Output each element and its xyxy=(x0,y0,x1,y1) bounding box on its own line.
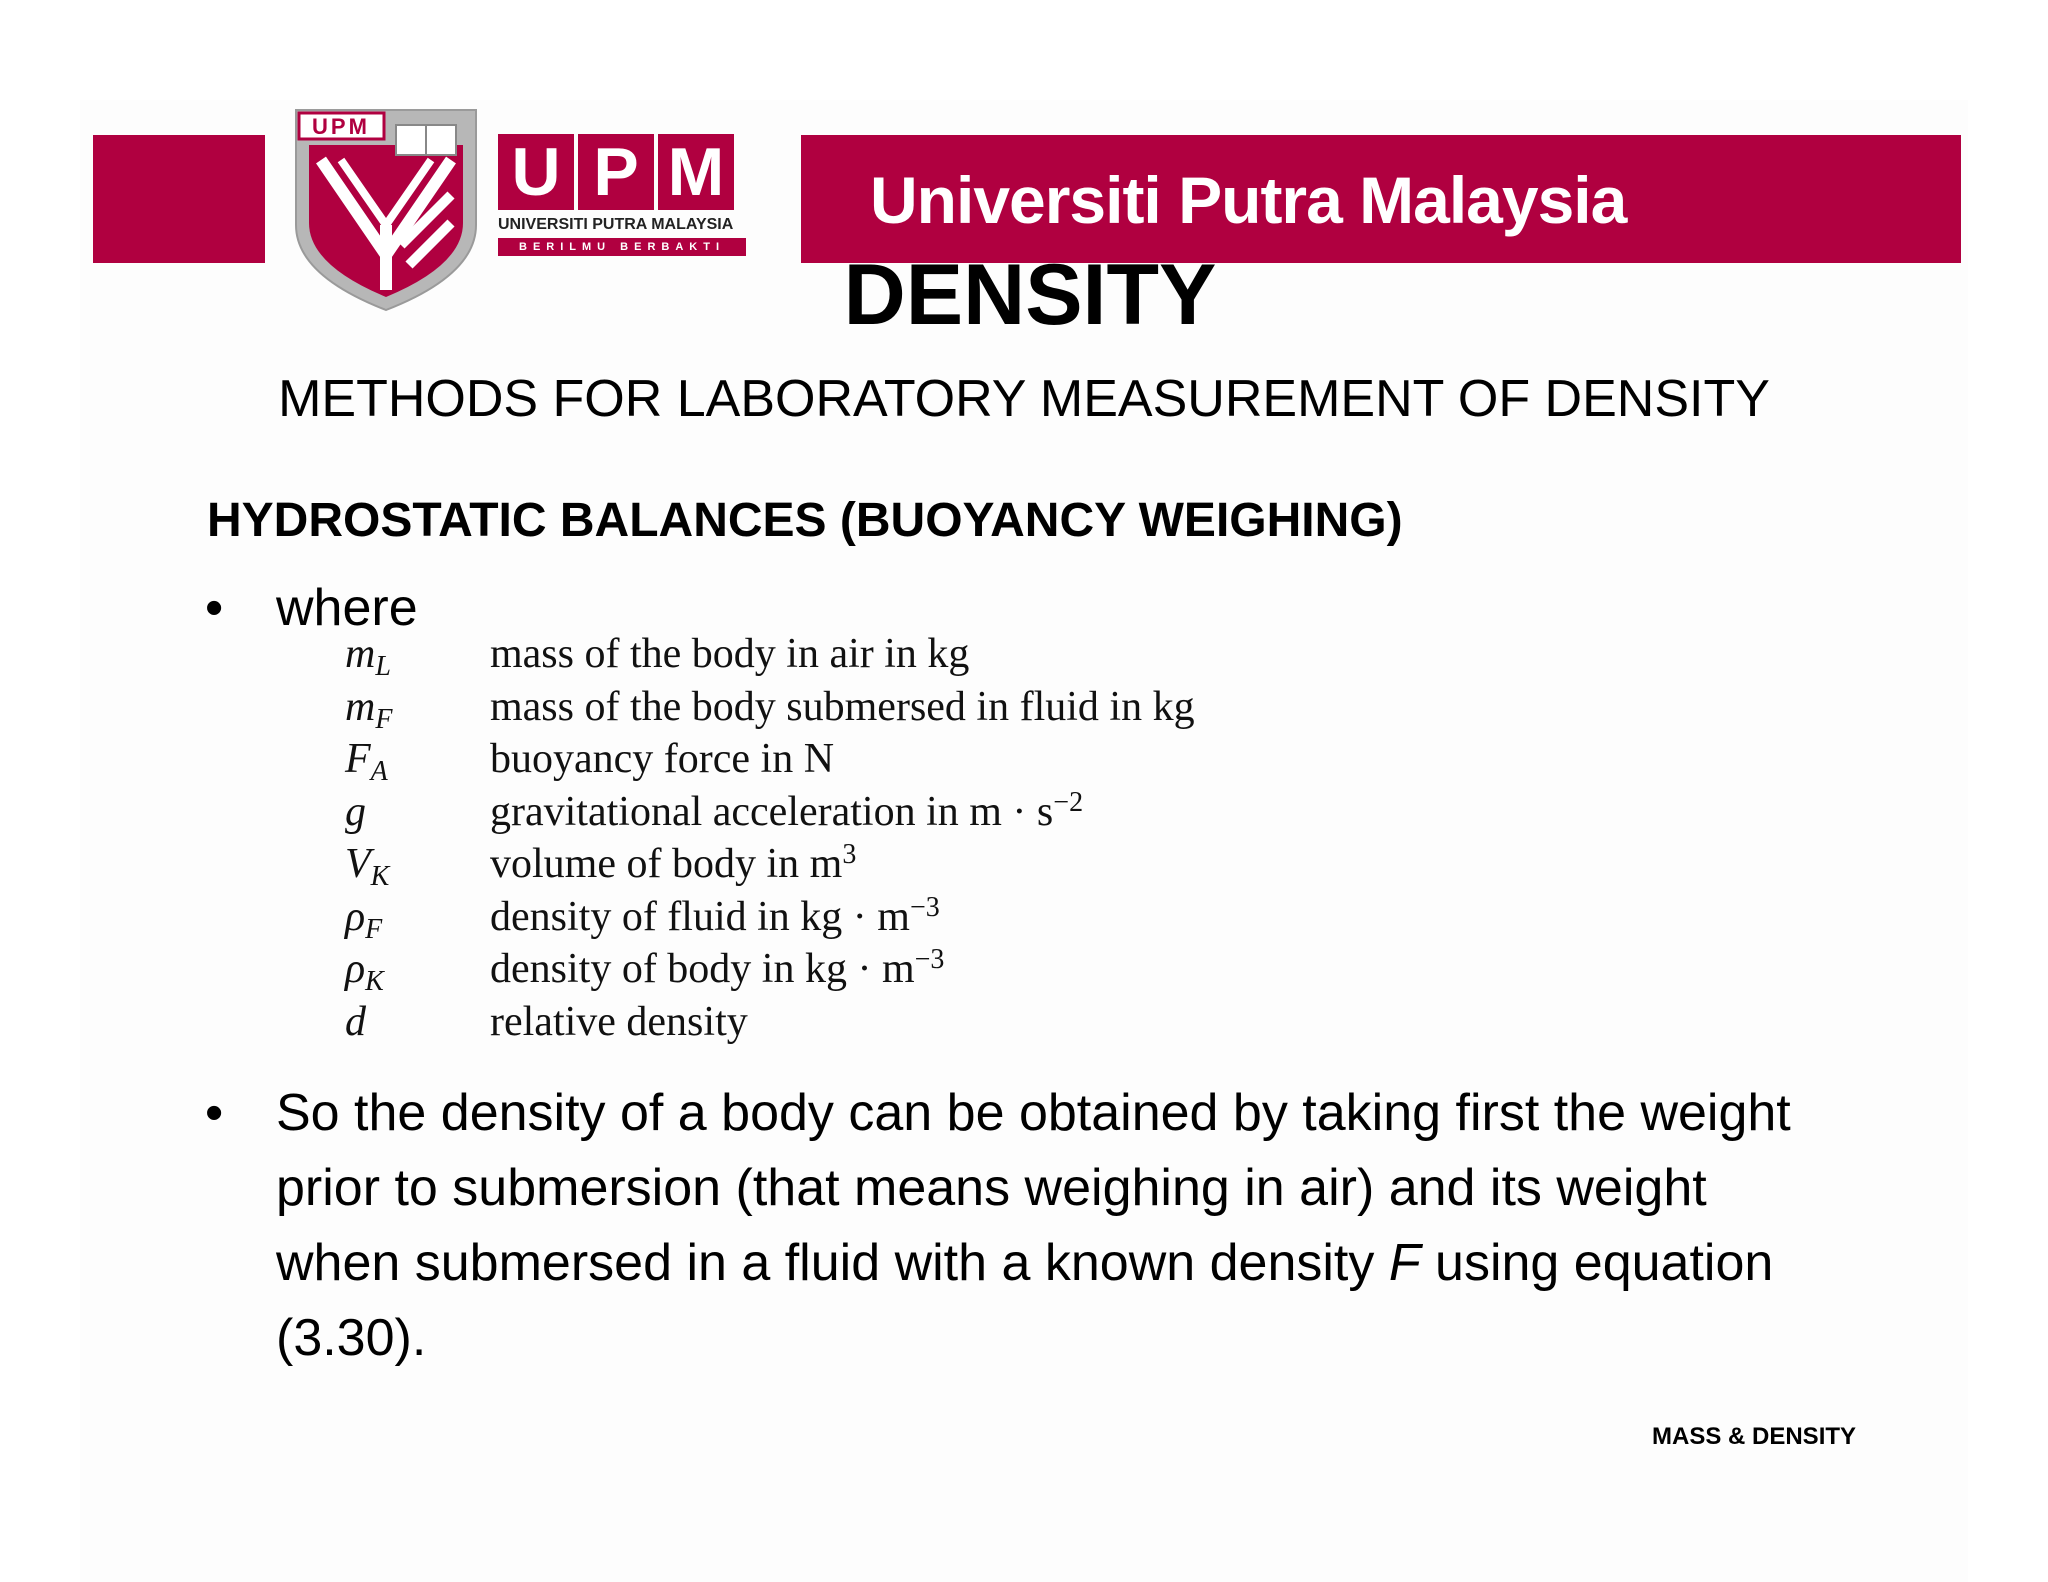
definition-row xyxy=(345,838,1195,891)
definition-description xyxy=(490,628,969,681)
brand-letters xyxy=(498,134,748,210)
header-band-left xyxy=(93,135,265,263)
definition-row xyxy=(345,681,1195,734)
symbol-base: g xyxy=(345,788,366,835)
description-text: volume of body in m xyxy=(490,841,843,887)
bullet-marker: • xyxy=(205,579,224,637)
symbol-subscript: F xyxy=(365,913,383,945)
symbol-base: ρ xyxy=(345,946,366,992)
definition-description xyxy=(490,891,940,944)
definition-description xyxy=(490,838,856,891)
description-text: mass of the body in air in kg xyxy=(490,631,970,677)
bullet-text xyxy=(276,1076,1836,1376)
unit-exponent: −3 xyxy=(909,891,940,923)
bullet-marker: • xyxy=(205,1084,224,1142)
definition-description xyxy=(490,681,1195,734)
definition-row xyxy=(345,628,1195,681)
symbol-base: m xyxy=(345,631,376,677)
definition-description xyxy=(490,786,1083,839)
slide-title xyxy=(0,245,2048,345)
slide-title-text: DENSITY xyxy=(843,247,1217,343)
brand-motto: BERILMU BERBAKTI xyxy=(498,238,746,256)
symbol-base: d xyxy=(345,998,366,1045)
banner-title: Universiti Putra Malaysia xyxy=(870,163,1627,237)
bullet-text-end: using equation (3.30). xyxy=(276,1234,1774,1367)
definition-row xyxy=(345,943,1195,996)
description-text: density of fluid in kg · m xyxy=(490,893,910,940)
definition-symbol xyxy=(345,996,490,1049)
definition-symbol xyxy=(345,628,490,681)
brand-letter: M xyxy=(658,134,734,210)
symbol-subscript: K xyxy=(370,861,390,892)
symbol-base: m xyxy=(345,683,376,730)
brand-name: UNIVERSITI PUTRA MALAYSIA xyxy=(498,216,734,233)
symbol-definitions xyxy=(345,628,1195,1048)
definition-symbol xyxy=(345,733,490,786)
definition-description xyxy=(490,943,944,996)
definition-description xyxy=(490,733,834,786)
unit-exponent: −3 xyxy=(914,944,945,975)
definition-symbol xyxy=(345,943,490,996)
slide-subtitle: METHODS FOR LABORATORY MEASUREMENT OF DENSITY xyxy=(278,370,1770,428)
description-text: buoyancy force in N xyxy=(490,736,835,782)
description-text: mass of the body submersed in fluid in kg xyxy=(490,683,1195,730)
definition-description xyxy=(490,996,748,1049)
crest-label: UPM xyxy=(312,114,370,139)
definition-row xyxy=(345,996,1195,1049)
symbol-base: V xyxy=(345,841,371,887)
symbol-subscript: F xyxy=(375,703,393,735)
symbol-subscript: A xyxy=(370,756,388,787)
bullet-text: where xyxy=(276,579,418,637)
definition-symbol xyxy=(345,681,490,734)
definition-row xyxy=(345,733,1195,786)
definition-symbol xyxy=(345,891,490,944)
bullet-text-main: So the density of a body can be obtained by taking first the weight prior to submersion (that means weighing in air) and its weight when submersed in a fluid with a known density xyxy=(276,1084,1791,1292)
definition-row xyxy=(345,891,1195,944)
description-text: relative density xyxy=(490,998,748,1045)
symbol-subscript: K xyxy=(365,966,384,997)
definition-symbol xyxy=(345,786,490,839)
definition-row xyxy=(345,786,1195,839)
brand-letter: U xyxy=(498,134,574,210)
symbol-base: ρ xyxy=(345,893,366,940)
definition-symbol xyxy=(345,838,490,891)
unit-exponent: −2 xyxy=(1053,786,1084,818)
slide-footer: MASS & DENSITY xyxy=(1652,1423,1857,1450)
symbol-base: F xyxy=(345,736,371,782)
symbol-subscript: L xyxy=(375,651,391,682)
section-heading: HYDROSTATIC BALANCES (BUOYANCY WEIGHING) xyxy=(207,494,1403,547)
density-symbol: F xyxy=(1388,1234,1421,1292)
brand-letter: P xyxy=(578,134,654,210)
description-text: gravitational acceleration in m · s xyxy=(490,788,1054,835)
unit-exponent: 3 xyxy=(842,839,857,870)
description-text: density of body in kg · m xyxy=(490,946,915,992)
